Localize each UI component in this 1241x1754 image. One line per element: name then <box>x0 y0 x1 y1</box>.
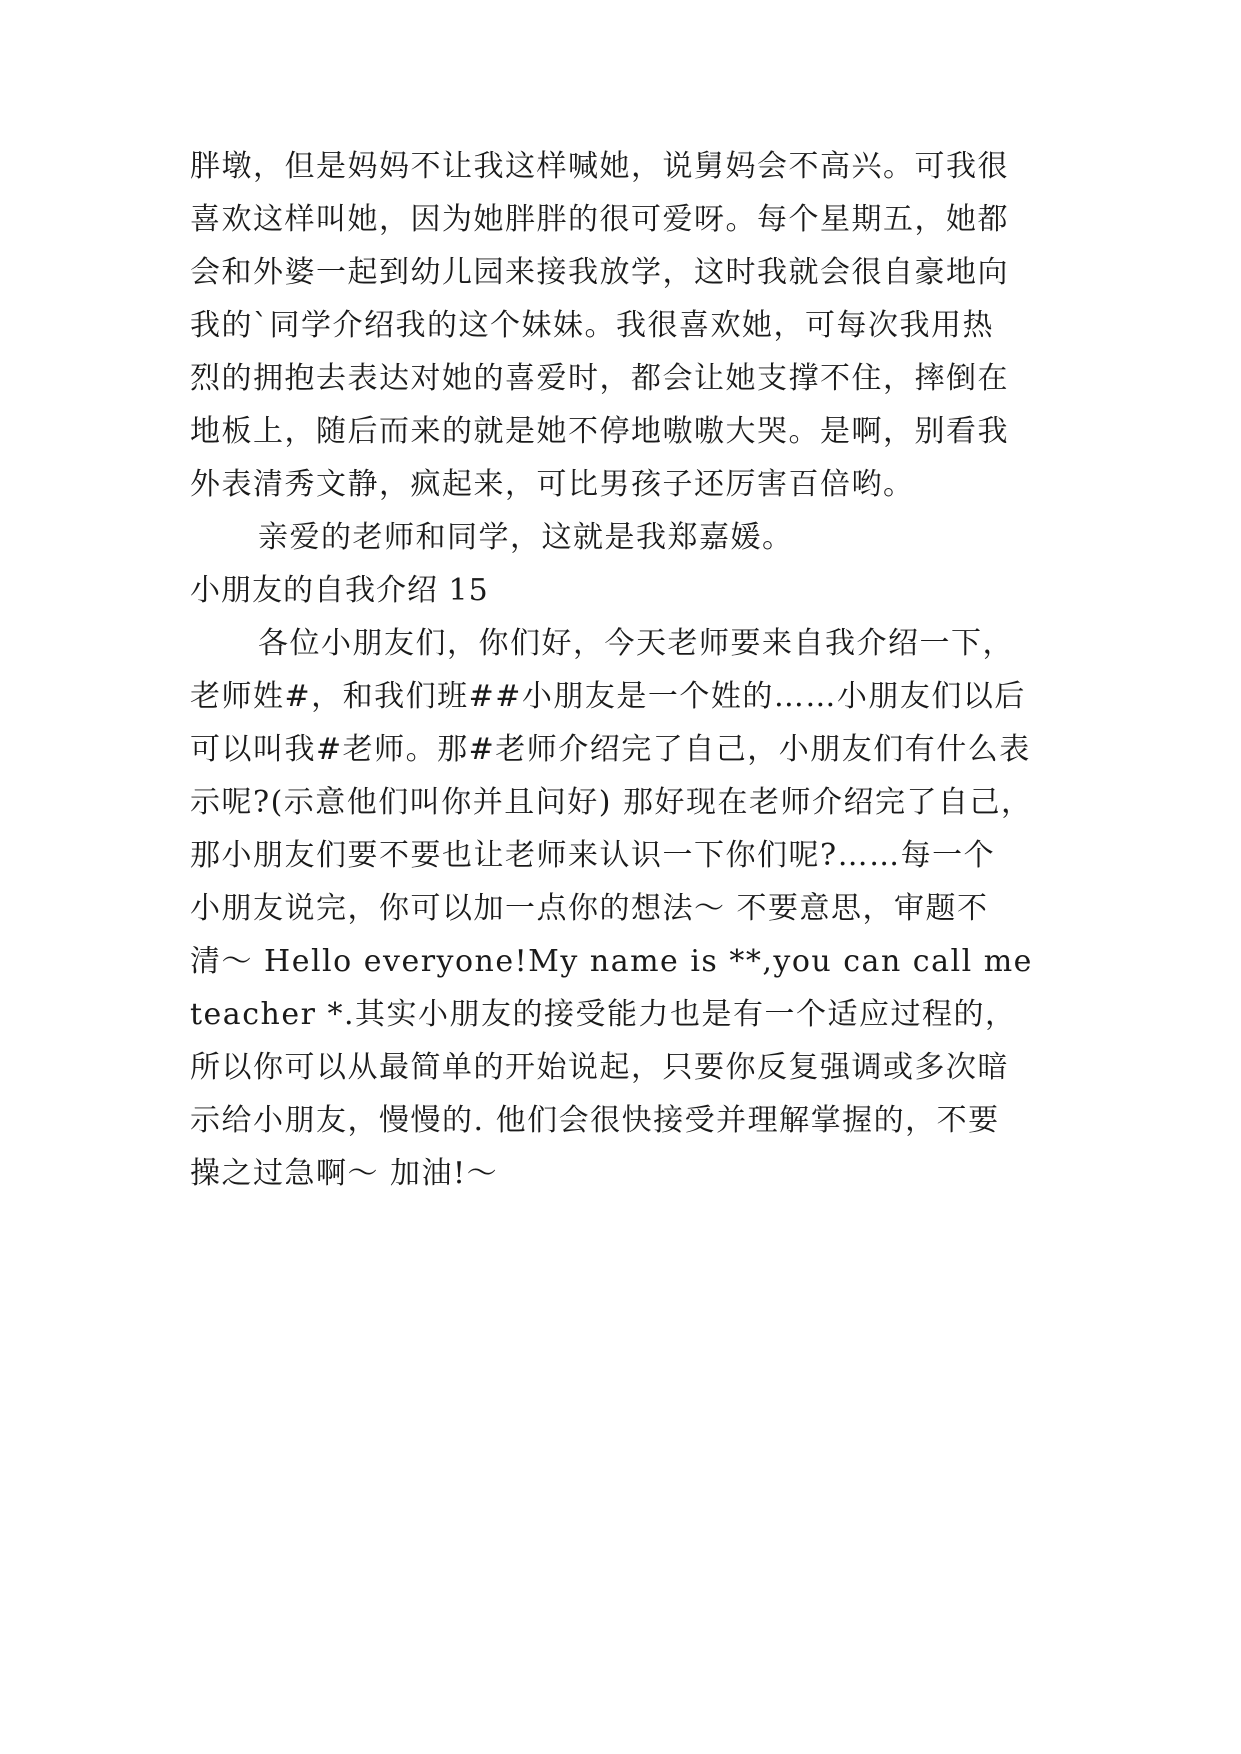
paragraph-line: 喜欢这样叫她，因为她胖胖的很可爱呀。每个星期五，她都 <box>190 202 1009 237</box>
paragraph-line: 所以你可以从最简单的开始说起，只要你反复强调或多次暗 <box>190 1050 1009 1085</box>
paragraph-line: 操之过急啊～ 加油!～ <box>190 1156 499 1191</box>
paragraph-line: 外表清秀文静，疯起来，可比男孩子还厉害百倍哟。 <box>190 467 915 502</box>
paragraph-line: 示呢?(示意他们叫你并且问好) 那好现在老师介绍完了自己， <box>190 785 1033 820</box>
paragraph-line: 示给小朋友，慢慢的. 他们会很快接受并理解掌握的，不要 <box>190 1103 1000 1138</box>
paragraph-line: 亲爱的老师和同学，这就是我郑嘉媛。 <box>258 520 794 555</box>
paragraph-line: teacher *.其实小朋友的接受能力也是有一个适应过程的， <box>190 997 1017 1032</box>
paragraph-line: 烈的拥抱去表达对她的喜爱时，都会让她支撑不住，摔倒在 <box>190 361 1009 396</box>
paragraph-line: 胖墩，但是妈妈不让我这样喊她，说舅妈会不高兴。可我很 <box>190 149 1009 184</box>
paragraph-line: 各位小朋友们，你们好，今天老师要来自我介绍一下， <box>258 626 1014 661</box>
paragraph-line: 老师姓#，和我们班##小朋友是一个姓的……小朋友们以后 <box>190 679 1026 714</box>
paragraph-line: 小朋友说完，你可以加一点你的想法～ 不要意思，审题不 <box>190 891 989 926</box>
paragraph-line: 清～ Hello everyone!My name is **,you can call me <box>190 944 1033 979</box>
paragraph-line: 那小朋友们要不要也让老师来认识一下你们呢?……每一个 <box>190 838 996 873</box>
paragraph-line: 我的`同学介绍我的这个妹妹。我很喜欢她，可每次我用热 <box>190 308 994 343</box>
paragraph-line: 可以叫我#老师。那#老师介绍完了自己，小朋友们有什么表 <box>190 732 1031 767</box>
section-heading: 小朋友的自我介绍 15 <box>190 573 489 608</box>
paragraph-line: 地板上，随后而来的就是她不停地嗷嗷大哭。是啊，别看我 <box>190 414 1009 449</box>
paragraph-line: 会和外婆一起到幼儿园来接我放学，这时我就会很自豪地向 <box>190 255 1009 290</box>
